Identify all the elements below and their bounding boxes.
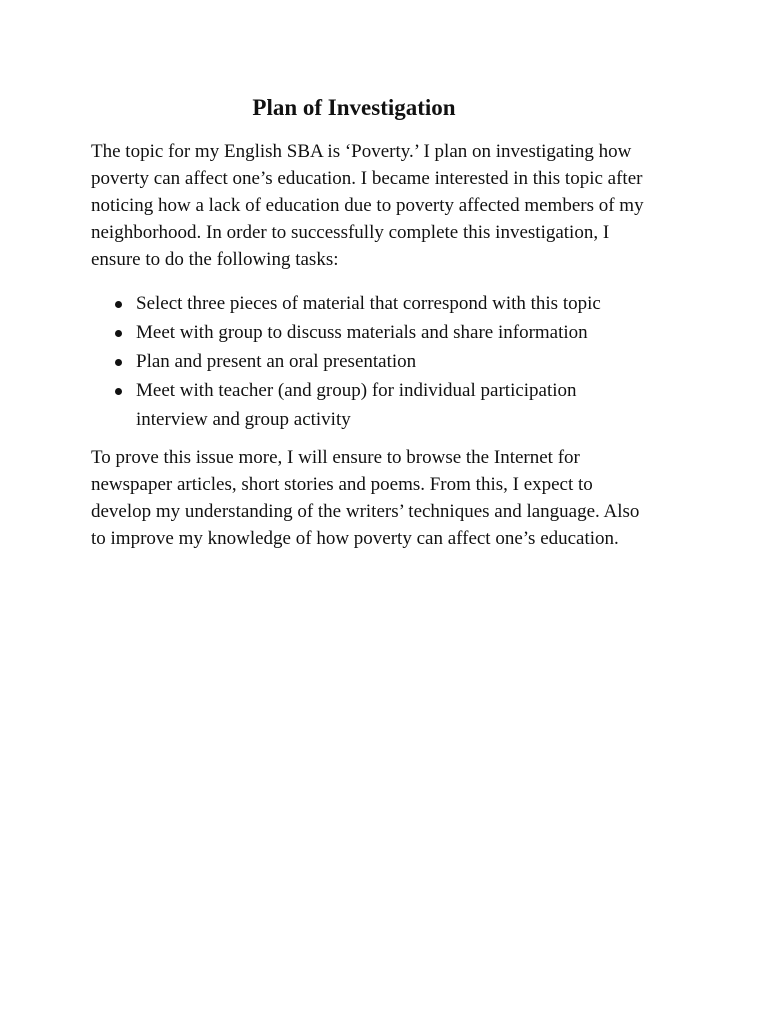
task-text: Meet with teacher (and group) for individual participation	[136, 380, 577, 401]
page-title: Plan of Investigation	[252, 95, 456, 120]
bullet-icon	[115, 301, 122, 308]
intro-paragraph	[91, 138, 711, 273]
task-text: Meet with group to discuss materials and share information	[136, 322, 588, 343]
intro-line: neighborhood. In order to successfully complete this investigation, I	[91, 222, 610, 243]
task-text: Select three pieces of material that correspond with this topic	[136, 293, 601, 314]
intro-line: poverty can affect one’s education. I became interested in this topic after	[91, 168, 643, 189]
list-item	[91, 347, 711, 376]
closing-paragraph	[91, 444, 711, 552]
closing-line: to improve my knowledge of how poverty can affect one’s education.	[91, 528, 619, 549]
list-item	[91, 289, 711, 318]
bullet-icon	[115, 330, 122, 337]
task-list	[91, 289, 711, 434]
closing-line: develop my understanding of the writers’ techniques and language. Also	[91, 501, 640, 522]
intro-line: noticing how a lack of education due to poverty affected members of my	[91, 195, 644, 216]
task-text: interview and group activity	[136, 409, 351, 430]
list-item	[91, 318, 711, 347]
intro-line: ensure to do the following tasks:	[91, 249, 339, 270]
task-text: Plan and present an oral presentation	[136, 351, 417, 372]
closing-line: To prove this issue more, I will ensure to browse the Internet for	[91, 447, 580, 468]
list-item	[91, 376, 711, 434]
closing-line: newspaper articles, short stories and poems. From this, I expect to	[91, 474, 593, 495]
intro-line: The topic for my English SBA is ‘Poverty.’ I plan on investigating how	[91, 141, 632, 162]
bullet-icon	[115, 388, 122, 395]
bullet-icon	[115, 359, 122, 366]
